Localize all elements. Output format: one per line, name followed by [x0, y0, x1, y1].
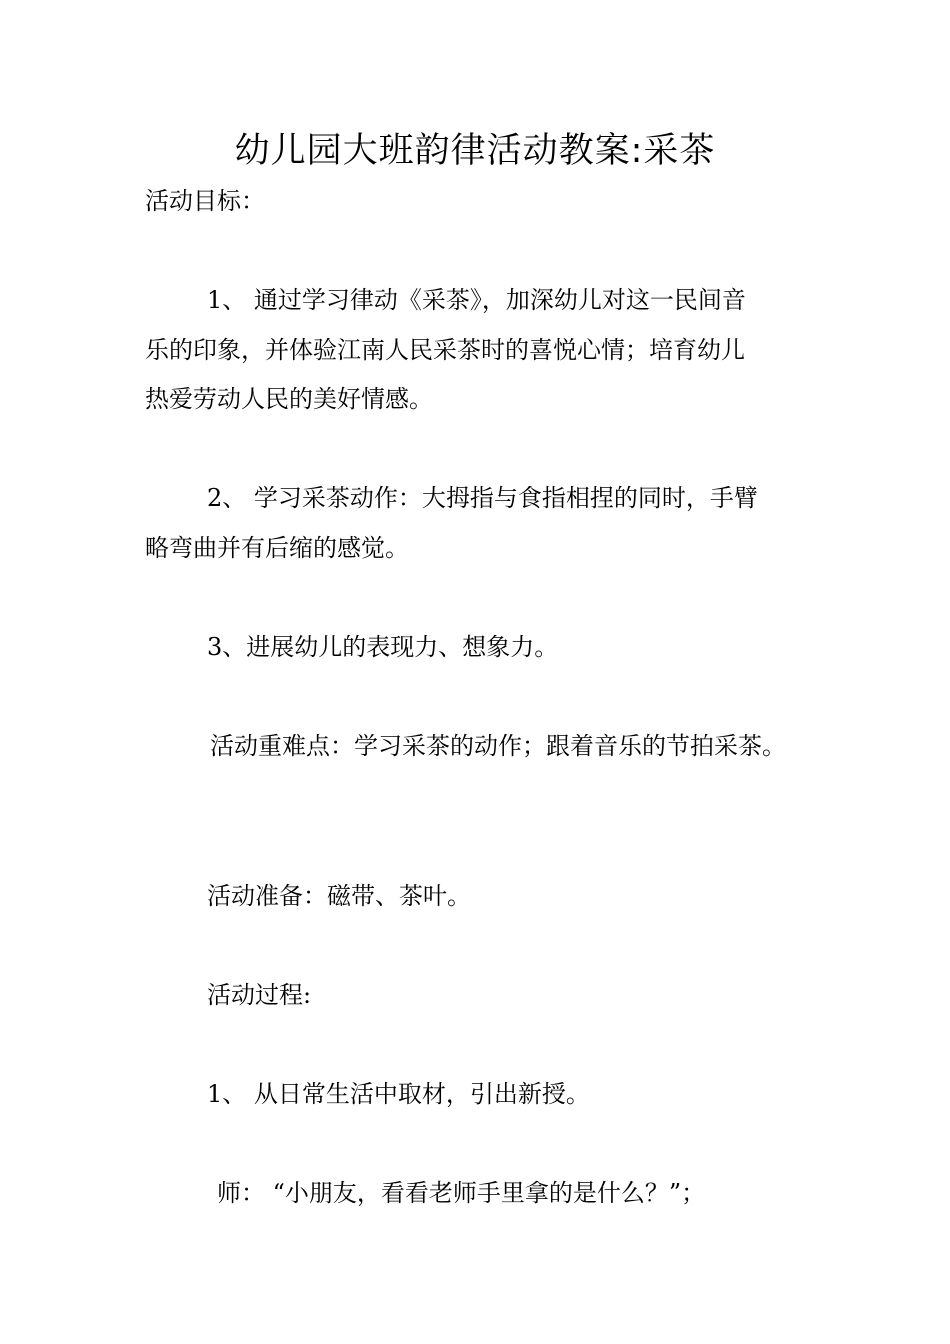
goal-2-line-1: 2、 学习采茶动作：大拇指与食指相捏的同时，手臂 [207, 484, 758, 512]
goal-1-line-1: 1、 通过学习律动《采茶》，加深幼儿对这一民间音 [207, 286, 746, 314]
process-step-1: 1、 从日常生活中取材，引出新授。 [207, 1080, 590, 1108]
goal-3: 3、进展幼儿的表现力、想象力。 [207, 633, 559, 661]
document-title: 幼儿园大班韵律活动教案:采茶 [234, 131, 716, 171]
goal-2-line-2: 略弯曲并有后缩的感觉。 [145, 534, 409, 562]
teacher-dialogue: 师： “小朋友，看看老师手里拿的是什么？”； [217, 1179, 706, 1207]
section-heading-process: 活动过程: [207, 981, 312, 1009]
goal-1-line-2: 乐的印象，并体验江南人民采茶时的喜悦心情；培育幼儿 [145, 336, 745, 364]
goal-1-line-3: 热爱劳动人民的美好情感。 [145, 385, 433, 413]
preparation: 活动准备：磁带、茶叶。 [207, 882, 471, 910]
key-points: 活动重难点：学习采茶的动作；跟着音乐的节拍采茶。 [210, 732, 786, 760]
section-heading-goals: 活动目标： [145, 187, 265, 215]
